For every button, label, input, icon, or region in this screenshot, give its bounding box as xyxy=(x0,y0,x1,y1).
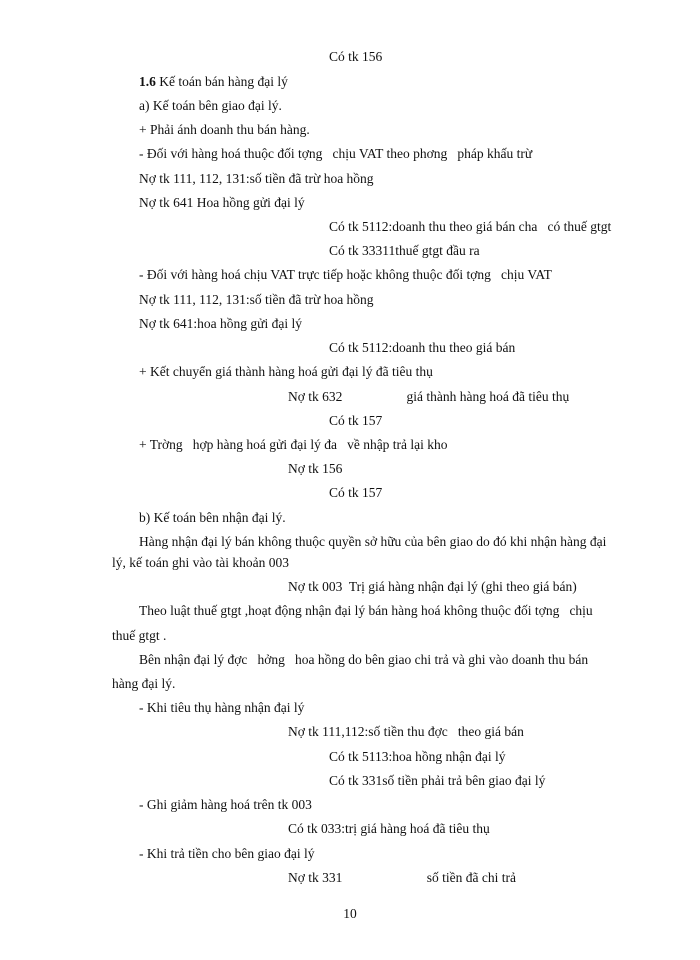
text-line: - Đối với hàng hoá chịu VAT trực tiếp hoặc không thuộc đối tợng chịu VAT xyxy=(139,267,552,282)
page-number: 10 xyxy=(343,906,357,921)
text-line: Theo luật thuế gtgt ,hoạt động nhận đại lý bán hàng hoá không thuộc đối tợng chịu xyxy=(139,603,593,618)
section-heading xyxy=(139,74,288,90)
text-line: - Khi trả tiền cho bên giao đại lý xyxy=(139,846,315,861)
text-line: Nợ tk 641:hoa hồng gửi đại lý xyxy=(139,316,302,331)
text-line: Nợ tk 632 giá thành hàng hoá đã tiêu thụ xyxy=(288,389,570,404)
text-line: hàng đại lý. xyxy=(112,676,176,691)
text-line: - Khi tiêu thụ hàng nhận đại lý xyxy=(139,700,305,715)
text-line: Có tk 5113:hoa hồng nhận đại lý xyxy=(329,749,506,764)
text-line: Có tk 5112:doanh thu theo giá bán cha có thuế gtgt xyxy=(329,219,612,234)
text-line: Bên nhận đại lý đợc hởng hoa hồng do bên giao chi trả và ghi vào doanh thu bán xyxy=(139,652,589,667)
text-line: Nợ tk 156 xyxy=(288,461,343,476)
text-line: Có tk 33311thuế gtgt đầu ra xyxy=(329,243,480,258)
text-line: Có tk 157 xyxy=(329,413,383,428)
text-line: + Trờng hợp hàng hoá gửi đại lý đa về nhập trả lại kho xyxy=(139,437,448,452)
text-line: Nợ tk 331 số tiền đã chi trả xyxy=(288,870,516,885)
text-line: Nợ tk 111,112:số tiền thu đợc theo giá bán xyxy=(288,724,524,739)
text-line: Hàng nhận đại lý bán không thuộc quyền sở hữu của bên giao do đó khi nhận hàng đại xyxy=(139,534,607,549)
text-line: Nợ tk 111, 112, 131:số tiền đã trừ hoa hồng xyxy=(139,292,374,307)
text-line: + Kết chuyển giá thành hàng hoá gửi đại lý đã tiêu thụ xyxy=(139,364,433,379)
text-line: Có tk 157 xyxy=(329,485,383,500)
text-line: Nợ tk 003 Trị giá hàng nhận đại lý (ghi theo giá bán) xyxy=(288,579,577,594)
text-line: Nợ tk 111, 112, 131:số tiền đã trừ hoa hồng xyxy=(139,171,374,186)
text-line: thuế gtgt . xyxy=(112,628,167,643)
text-line: b) Kế toán bên nhận đại lý. xyxy=(139,510,286,525)
text-line: Có tk 331số tiền phải trả bên giao đại lý xyxy=(329,773,546,788)
text-line: lý, kế toán ghi vào tài khoản 003 xyxy=(112,555,289,570)
section-title: Kế toán bán hàng đại lý xyxy=(155,74,288,89)
section-number: 1.6 xyxy=(139,74,156,89)
text-line: - Ghi giảm hàng hoá trên tk 003 xyxy=(139,797,312,812)
text-line: Có tk 156 xyxy=(329,49,383,64)
text-line: Có tk 5112:doanh thu theo giá bán xyxy=(329,340,516,355)
text-line: - Đối với hàng hoá thuộc đối tợng chịu VAT theo phơng pháp khấu trừ xyxy=(139,146,533,161)
text-line: + Phải ánh doanh thu bán hàng. xyxy=(139,122,310,137)
text-line: Nợ tk 641 Hoa hồng gửi đại lý xyxy=(139,195,305,210)
text-line: Có tk 033:trị giá hàng hoá đã tiêu thụ xyxy=(288,821,490,836)
text-line: a) Kế toán bên giao đại lý. xyxy=(139,98,282,113)
